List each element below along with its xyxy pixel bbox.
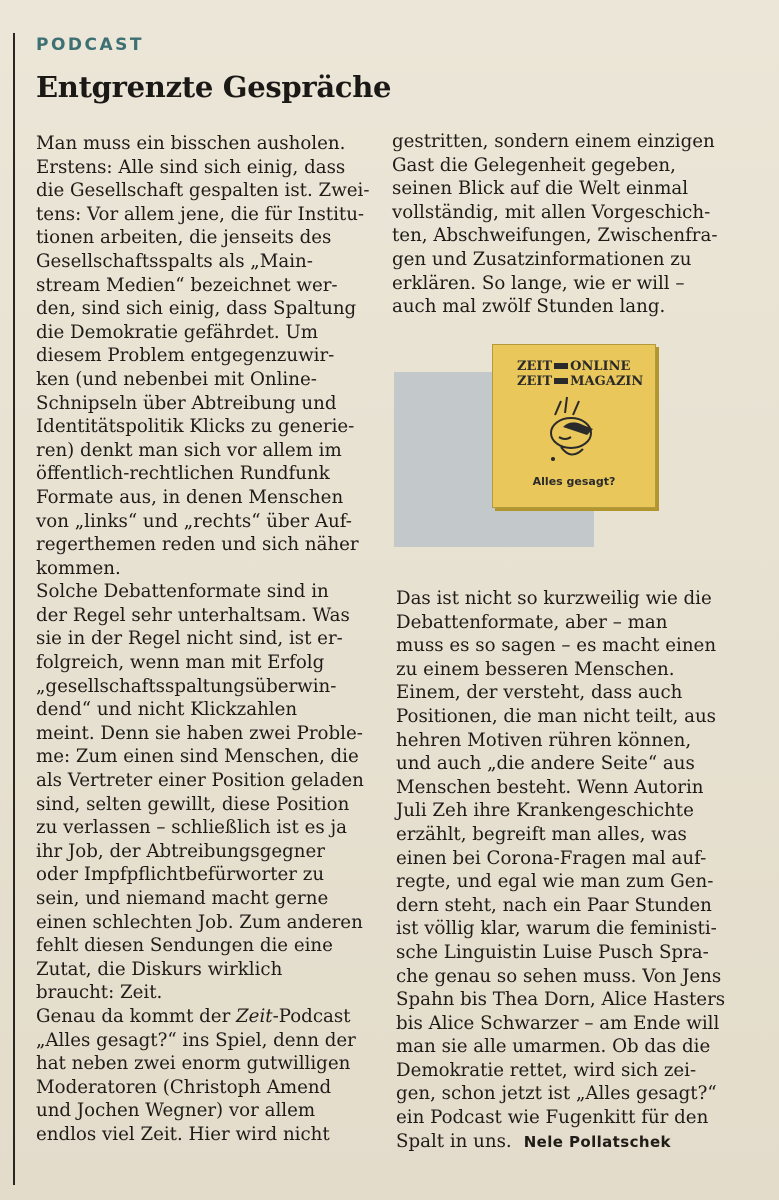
text-line: Demokratie rettet, wird sich zei- <box>396 1059 697 1081</box>
text-line: Spahn bis Thea Dorn, Alice Hasters <box>396 989 726 1011</box>
text-line: Juli Zeh ihre Krankengeschichte <box>396 800 694 822</box>
text-line-final <box>396 1130 736 1154</box>
text-line: den, sind sich einig, dass Spaltung <box>36 298 357 320</box>
text-line: sind, selten gewillt, diese Position <box>36 793 350 815</box>
section-kicker: PODCAST <box>36 35 144 55</box>
text-line: zu einem besseren Menschen. <box>396 658 675 680</box>
text-line: die Demokratie gefährdet. Um <box>36 321 319 343</box>
cover-head-illustration-icon <box>533 393 613 469</box>
text-line: bis Alice Schwarzer – am Ende will <box>396 1012 720 1034</box>
text-line: ren) denkt man sich vor allem im <box>36 439 342 461</box>
brand-text: ONLINE <box>570 359 631 374</box>
text-line: und Jochen Wegner) vor allem <box>36 1100 316 1122</box>
podcast-cover-image <box>492 344 656 508</box>
text-line: muss es so sagen – es macht einen <box>396 635 717 657</box>
text-line: vollständig, mit allen Vorgeschich- <box>392 201 711 223</box>
text-line: die Gesellschaft gespalten ist. Zwei- <box>36 180 370 202</box>
text-line: Debattenformate, aber – man <box>396 611 668 633</box>
text-line: erklären. So lange, wie er will – <box>392 272 685 294</box>
text-line: Identitätspolitik Klicks zu generie- <box>36 416 355 438</box>
text-line: einen schlechten Job. Zum anderen <box>36 911 363 933</box>
text-line: sche Linguistin Luise Pusch Spra- <box>396 941 709 963</box>
text-line: Erstens: Alle sind sich einig, dass <box>36 156 346 178</box>
text-line: seinen Blick auf die Welt einmal <box>392 178 689 200</box>
text-line: sein, und niemand macht gerne <box>36 888 329 909</box>
text-line: hat neben zwei enorm gutwilligen <box>36 1053 351 1075</box>
text-line: von „links“ und „rechts“ über Auf- <box>36 510 352 532</box>
text-line: braucht: Zeit. <box>36 982 163 1004</box>
text-line: che genau so sehen muss. Von Jens <box>396 965 722 987</box>
text-line: tens: Vor allem jene, die für Institu- <box>36 203 365 225</box>
cover-brand-logo <box>517 359 643 389</box>
text-line: Einem, der versteht, dass auch <box>396 682 683 704</box>
text-line: Schnipseln über Abtreibung und <box>36 392 337 414</box>
text-line: me: Zum einen sind Menschen, die <box>36 746 359 768</box>
text-line: ein Podcast wie Fugenkitt für den <box>396 1107 709 1129</box>
text-line: auch mal zwölf Stunden lang. <box>392 296 666 318</box>
text-line: regerthemen reden und sich näher <box>36 534 359 556</box>
text-line: diesem Problem entgegenzuwir- <box>36 345 335 367</box>
brand-text: ZEIT <box>517 359 553 374</box>
text-line: Positionen, die man nicht teilt, aus <box>396 705 717 727</box>
article-column-right-top <box>392 130 732 319</box>
text-line: gen, schon jetzt ist „Alles gesagt?“ <box>396 1083 717 1105</box>
text-line: ihr Job, der Abtreibungsgegner <box>36 840 325 862</box>
text-line: öffentlich-rechtlichen Rundfunk <box>36 463 330 485</box>
text-line: tionen arbeiten, die jenseits des <box>36 227 332 249</box>
text-line: Moderatoren (Christoph Amend <box>36 1076 332 1098</box>
text-line: als Vertreter einer Position geladen <box>36 770 364 792</box>
text-line: der Regel sehr unterhaltsam. Was <box>36 604 350 626</box>
text-line: endlos viel Zeit. Hier wird nicht <box>36 1123 330 1145</box>
text-line: Solche Debattenformate sind in <box>36 581 329 603</box>
text-line: Gesellschaftsspalts als „Main- <box>36 250 313 272</box>
cover-podcast-title: Alles gesagt? <box>532 475 616 488</box>
text-line: regte, und egal wie man zum Gen- <box>396 871 714 893</box>
text-line: und auch „die andere Seite“ aus <box>396 753 695 775</box>
text-fragment: Genau da kommt der <box>36 1005 237 1027</box>
text-line: ten, Abschweifungen, Zwischenfra- <box>392 225 718 247</box>
text-line: Formate aus, in denen Menschen <box>36 486 344 508</box>
text-line: hehren Motiven rühren können, <box>396 729 692 751</box>
text-line: Gast die Gelegenheit gegeben, <box>392 154 676 176</box>
text-line: erzählt, begreift man alles, was <box>396 823 687 845</box>
text-line: „gesellschaftsspaltungsüberwin- <box>36 675 337 697</box>
text-line: dend“ und nicht Klickzahlen <box>36 699 298 721</box>
text-line: fehlt diesen Sendungen die eine <box>36 935 333 957</box>
article-headline: Entgrenzte Gespräche <box>36 70 392 104</box>
text-line: ken (und nebenbei mit Online- <box>36 368 317 390</box>
brand-text: ZEIT <box>517 374 553 389</box>
text-line: Menschen besteht. Wenn Autorin <box>396 776 704 798</box>
text-line: zu verlassen – schließlich ist es ja <box>36 817 347 839</box>
text-fragment: Spalt in uns. <box>396 1130 512 1152</box>
text-line: gestritten, sondern einem einzigen <box>392 131 715 152</box>
text-line: kommen. <box>36 557 121 579</box>
text-line-podcast-mention <box>36 1005 366 1029</box>
text-fragment: -Podcast <box>272 1005 351 1027</box>
brand-text: MAGAZIN <box>570 374 644 389</box>
text-line: dern steht, nach ein Paar Stunden <box>396 894 712 916</box>
text-line: Das ist nicht so kurzweilig wie die <box>396 588 712 609</box>
article-column-right-bottom <box>396 587 736 1153</box>
brand-separator <box>554 363 568 369</box>
text-line: einen bei Corona-Fragen mal auf- <box>396 847 707 869</box>
text-line: man sie alle umarmen. Ob das die <box>396 1036 711 1058</box>
text-line: folgreich, wenn man mit Erfolg <box>36 652 325 674</box>
article-column-left <box>36 132 370 1147</box>
text-line: Man muss ein bisschen ausholen. <box>36 133 346 154</box>
author-byline: Nele Pollatschek <box>523 1132 671 1151</box>
text-line: oder Impfpflichtbefürworter zu <box>36 864 325 886</box>
text-line: ist völlig klar, warum die feministi- <box>396 918 717 940</box>
text-line: meint. Denn sie haben zwei Proble- <box>36 722 363 744</box>
text-line: gen und Zusatzinformationen zu <box>392 248 692 270</box>
publication-name-italic: Zeit <box>236 1005 273 1027</box>
brand-separator <box>554 378 568 384</box>
text-line: sie in der Regel nicht sind, ist er- <box>36 628 343 650</box>
text-line: „Alles gesagt?“ ins Spiel, denn der <box>36 1029 356 1051</box>
text-line: Zutat, die Diskurs wirklich <box>36 958 283 980</box>
text-line: stream Medien“ bezeichnet wer- <box>36 274 338 296</box>
left-column-rule <box>13 33 15 1185</box>
